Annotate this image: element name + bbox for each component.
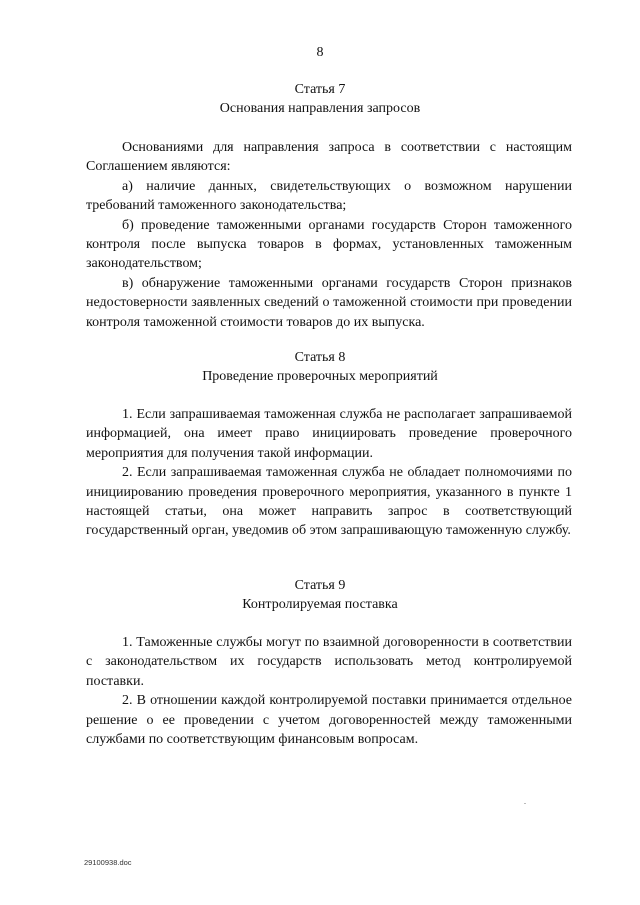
paragraph: Основаниями для направления запроса в соответствии с настоящим Соглашением являются: [86, 140, 572, 175]
article-9-body [86, 633, 572, 749]
article-9-heading [0, 576, 640, 614]
article-title: Статья 9 [294, 578, 346, 593]
article-title: Статья 8 [294, 350, 346, 365]
paragraph: 1. Таможенные службы могут по взаимной договоренности в соответствии с законодательством их государств использовать метод контролируемой поставки. [86, 635, 572, 689]
article-subtitle: Основания направления запросов [219, 101, 421, 116]
article-7-body [86, 138, 572, 332]
paragraph: 1. Если запрашиваемая таможенная служба не располагает запрашиваемой информацией, она имеет право инициировать проведение проверочного мероприятия для получения такой информации. [86, 407, 572, 461]
scan-speck [524, 803, 526, 804]
article-subtitle: Проведение проверочных мероприятий [202, 369, 438, 384]
article-7-heading [0, 80, 640, 118]
paragraph: а) наличие данных, свидетельствующих о возможном нарушении требований таможенного законодательства; [86, 178, 572, 214]
page-number: 8 [316, 45, 324, 60]
paragraph: в) обнаружение таможенными органами государств Сторон признаков недостоверности заявленных сведений о таможенной стоимости при проведении контроля таможенной стоимости товаров до их выпуска. [86, 275, 572, 330]
article-8-heading [0, 348, 640, 386]
article-8-body [86, 405, 572, 541]
footer-doc-code: 29100938.doc [84, 858, 132, 867]
article-title: Статья 7 [294, 82, 346, 97]
paragraph: 2. В отношении каждой контролируемой поставки принимается отдельное решение о ее проведении с учетом договоренностей между таможенными службами по соответствующим финансовым вопросам. [86, 693, 572, 748]
paragraph: 2. Если запрашиваемая таможенная служба не обладает полномочиями по инициированию проведения проверочного мероприятия, указанного в пункте 1 настоящей статьи, она может направить запрос в соответствующий государственный орган, уведомив об этом запрашивающую таможенную службу. [86, 465, 572, 539]
paragraph: б) проведение таможенными органами государств Сторон таможенного контроля после выпуска товаров в формах, установленных таможенным законодательством; [86, 217, 572, 272]
article-subtitle: Контролируемая поставка [242, 597, 398, 612]
